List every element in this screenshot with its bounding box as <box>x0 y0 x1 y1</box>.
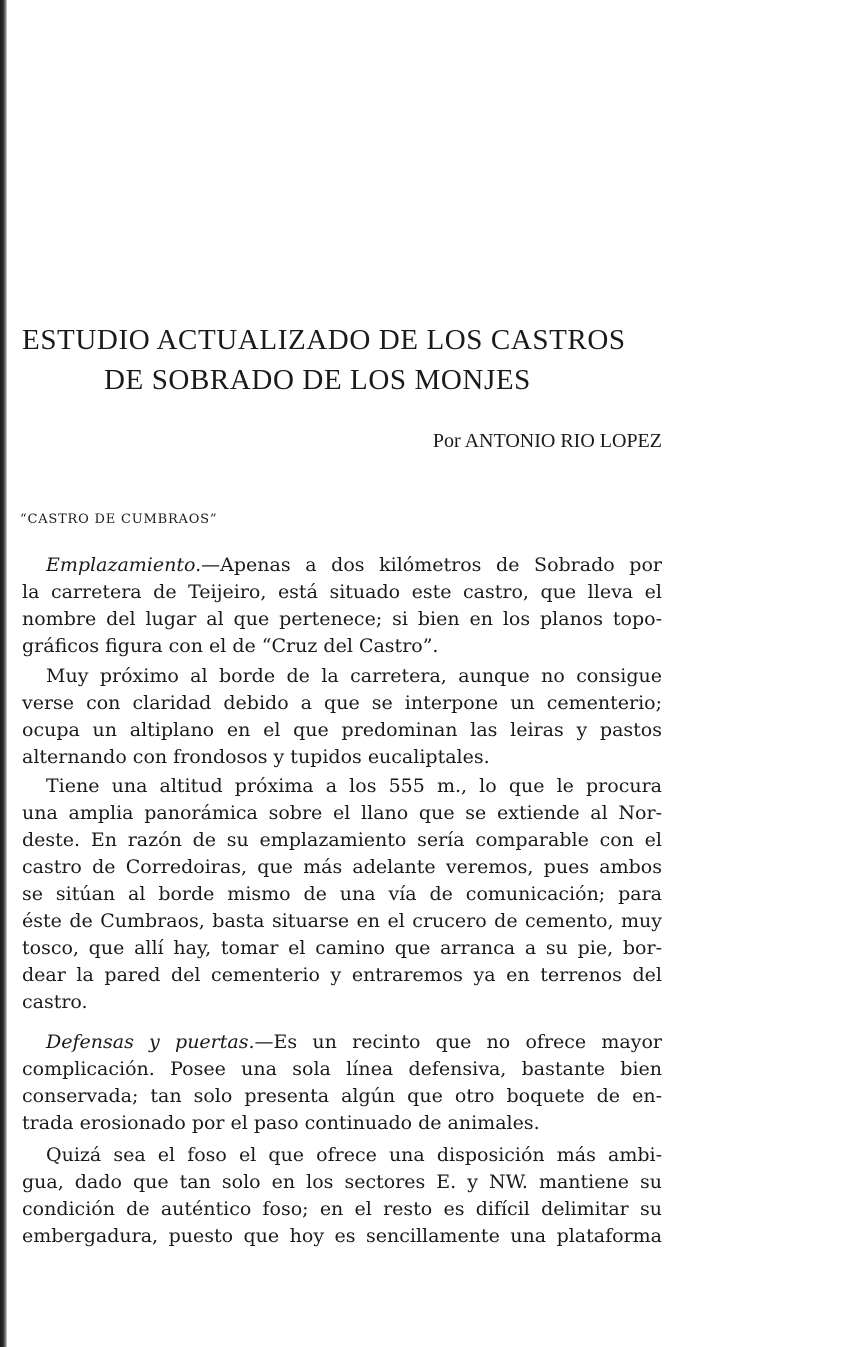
paragraph-2-line-1: Muy próximo al borde de la carretera, aunque no consigue <box>46 665 662 687</box>
paragraph-3-line-1: Tiene una altitud próxima a los 555 m., lo que le procura <box>46 775 662 797</box>
paragraph-1-line-1 <box>46 552 662 578</box>
paragraph-4-line-3: conservada; tan solo presenta algún que otro boquete de en- <box>22 1085 662 1107</box>
paragraph-1-lead: Emplazamiento. <box>46 554 202 576</box>
paragraph-4-first-rest: —Es un recinto que no ofrece mayor <box>254 1031 662 1053</box>
section-heading: “CASTRO DE CUMBRAOS” <box>20 512 218 527</box>
article-title-line-1: ESTUDIO ACTUALIZADO DE LOS CASTROS <box>22 324 626 356</box>
paragraph-5-line-1: Quizá sea el foso el que ofrece una disposición más ambi- <box>46 1144 662 1166</box>
paragraph-3-line-2: una amplia panorámica sobre el llano que se extiende al Nor- <box>22 802 662 824</box>
paragraph-3-line-4: castro de Corredoiras, que más adelante veremos, pues ambos <box>22 856 662 878</box>
paragraph-2-line-4: alternando con frondosos y tupidos eucaliptales. <box>22 746 490 768</box>
paragraph-3-line-8: dear la pared del cementerio y entraremos ya en terrenos del <box>22 964 662 986</box>
paragraph-3-line-3: deste. En razón de su emplazamiento sería comparable con el <box>22 829 662 851</box>
paragraph-5-line-2: gua, dado que tan solo en los sectores E. y NW. mantiene su <box>22 1171 662 1193</box>
paragraph-5-line-3: condición de auténtico foso; en el resto es difícil delimitar su <box>22 1198 662 1220</box>
author-byline: Por ANTONIO RIO LOPEZ <box>432 430 662 452</box>
article-title <box>22 320 682 400</box>
paragraph-3-line-5: se sitúan al borde mismo de una vía de comunicación; para <box>22 883 662 905</box>
paragraph-3-line-6: éste de Cumbraos, basta situarse en el crucero de cemento, muy <box>22 910 662 932</box>
paragraph-2-line-3: ocupa un altiplano en el que predominan las leiras y pastos <box>22 719 662 741</box>
paragraph-3-line-7: tosco, que allí hay, tomar el camino que arranca a su pie, bor- <box>22 937 662 959</box>
paragraph-4-line-1 <box>46 1029 662 1055</box>
paragraph-3-line-9: castro. <box>22 991 88 1013</box>
page-binding-edge <box>0 0 7 1347</box>
paragraph-4-line-4: trada erosionado por el paso continuado de animales. <box>22 1112 540 1134</box>
paragraph-2-line-2: verse con claridad debido a que se interpone un cementerio; <box>22 692 662 714</box>
paragraph-4-line-2: complicación. Posee una sola línea defensiva, bastante bien <box>22 1058 662 1080</box>
paragraph-5-line-4: embergadura, puesto que hoy es sencillamente una plataforma <box>22 1225 662 1247</box>
paragraph-1-line-3: nombre del lugar al que pertenece; si bien en los planos topo- <box>22 608 662 630</box>
article-title-line-2: DE SOBRADO DE LOS MONJES <box>104 364 531 396</box>
paragraph-1-line-4: gráficos figura con el de “Cruz del Castro”. <box>22 635 439 657</box>
paragraph-4-lead: Defensas y puertas. <box>46 1031 255 1053</box>
paragraph-1-line-2: la carretera de Teijeiro, está situado este castro, que lleva el <box>22 581 662 603</box>
paragraph-1-first-rest: —Apenas a dos kilómetros de Sobrado por <box>201 554 662 576</box>
